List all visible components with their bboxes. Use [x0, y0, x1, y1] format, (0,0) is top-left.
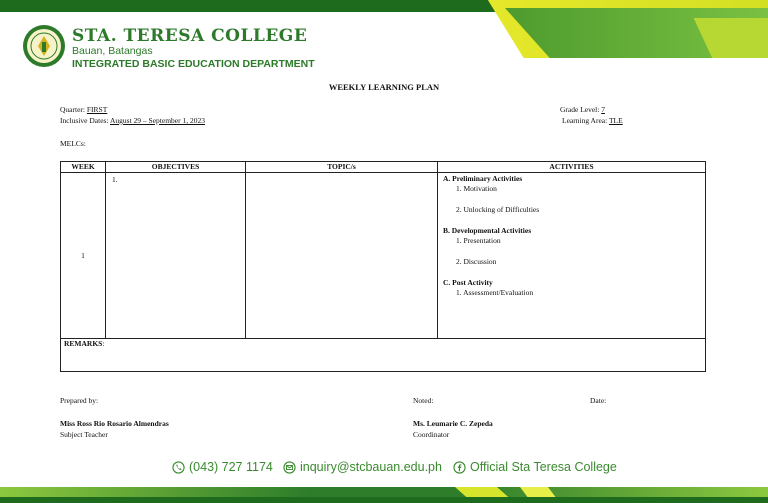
coordinator-role: Coordinator [413, 430, 450, 439]
school-department: INTEGRATED BASIC EDUCATION DEPARTMENT [72, 58, 315, 70]
activities-cell [438, 173, 706, 339]
header-topics: TOPIC/s [246, 162, 438, 173]
remarks-row [61, 339, 706, 372]
noted-label: Noted: [413, 396, 434, 405]
facebook-icon [453, 461, 466, 474]
activity-item: 1. Assessment/Evaluation [456, 288, 534, 297]
week-cell: 1 [61, 173, 106, 339]
area-line [562, 116, 623, 125]
teacher-name: Miss Ross Rio Rosario Almendras [60, 419, 169, 428]
activity-section-b: B. Developmental Activities [443, 226, 532, 235]
activity-item: 1. Motivation [456, 184, 497, 193]
activity-item: 2. Unlocking of Difficulties [456, 205, 540, 214]
quarter-value: FIRST [86, 105, 108, 114]
area-value: TLE [608, 116, 623, 125]
remarks-cell: REMARKS: [61, 339, 706, 372]
grade-label: Grade Level: [560, 105, 600, 114]
footer-email-text: inquiry@stcbauan.edu.ph [300, 460, 442, 474]
date-label: Date: [590, 396, 607, 405]
prepared-label: Prepared by: [60, 396, 99, 405]
dates-line [60, 116, 205, 125]
table-header-row [61, 162, 706, 173]
document-title: WEEKLY LEARNING PLAN [328, 82, 440, 92]
topic-cell [246, 173, 438, 339]
teacher-role: Subject Teacher [60, 430, 108, 439]
dates-label: Inclusive Dates: [60, 116, 109, 125]
area-label: Learning Area: [562, 116, 608, 125]
header-stripe-dark [0, 0, 500, 12]
activity-section-a: A. Preliminary Activities [443, 174, 523, 183]
phone-icon [172, 461, 185, 474]
header-activities: ACTIVITIES [438, 162, 706, 173]
activity-section-c: C. Post Activity [443, 278, 493, 287]
school-location: Bauan, Batangas [72, 45, 153, 57]
email-icon [283, 461, 296, 474]
quarter-label: Quarter: [60, 105, 85, 114]
footer-contacts [0, 460, 768, 478]
footer-email[interactable] [283, 460, 442, 474]
grade-value: 7 [601, 105, 605, 114]
activity-item: 1. Presentation [456, 236, 501, 245]
footer-phone-text: (043) 727 1174 [189, 460, 273, 474]
learning-plan-table [60, 161, 706, 372]
objective-cell: 1. [106, 173, 246, 339]
header-objectives: OBJECTIVES [106, 162, 246, 173]
footer-facebook[interactable] [453, 460, 617, 474]
dates-value: August 29 – September 1, 2023 [110, 116, 205, 125]
melcs-label: MELCs: [60, 139, 86, 148]
grade-line [560, 105, 605, 114]
school-name: STA. TERESA COLLEGE [72, 26, 308, 46]
quarter-line [60, 105, 107, 114]
remarks-label: REMARKS [64, 339, 103, 348]
activity-item: 2. Discussion [456, 257, 497, 266]
header-week: WEEK [61, 162, 106, 173]
coordinator-name: Ms. Leumarie C. Zepeda [413, 419, 493, 428]
footer-phone[interactable] [172, 460, 273, 474]
school-seal-logo [22, 24, 66, 68]
table-row [61, 173, 706, 339]
footer-facebook-text: Official Sta Teresa College [470, 460, 617, 474]
footer-stripe-dark [0, 497, 768, 503]
